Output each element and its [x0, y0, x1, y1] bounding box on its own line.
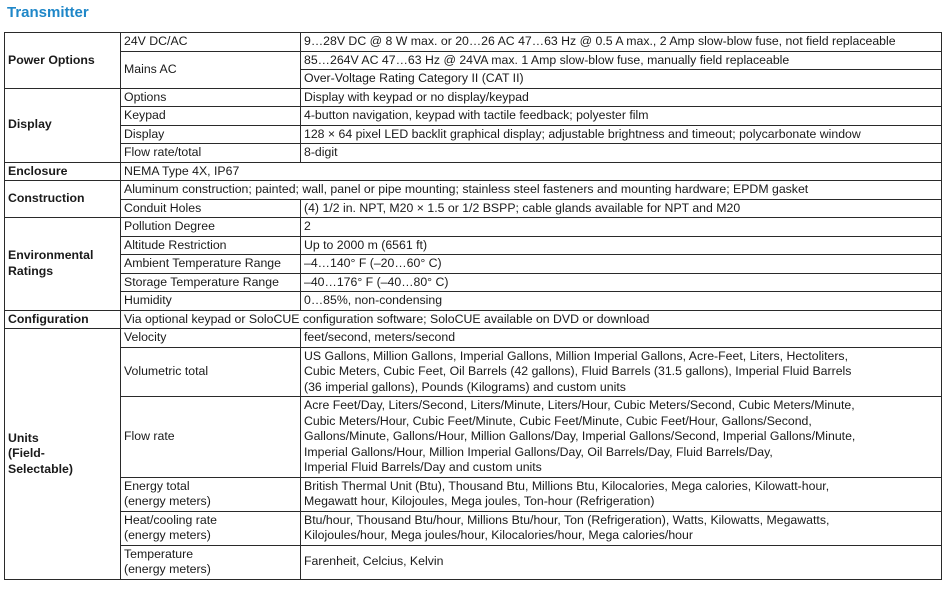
table-row: [5, 181, 942, 200]
table-row: [5, 162, 942, 181]
spec-table: [4, 32, 942, 580]
table-row: [5, 125, 942, 144]
value-line: Gallons/Minute, Gallons/Hour, Million Gallons/Day, Imperial Gallons/Second, Imperial Gallons/Minute,: [304, 429, 856, 443]
row-label: 24V DC/AC: [121, 33, 301, 52]
row-value: –40…176° F (–40…80° C): [301, 273, 942, 292]
row-value: [301, 397, 942, 478]
table-row: [5, 218, 942, 237]
value-line: Cubic Meters/Hour, Cubic Feet/Minute, Cubic Feet/Minute, Cubic Feet/Hour, Gallons/Second,: [304, 413, 812, 428]
value-line: Megawatt hour, Kilojoules, Mega joules, Ton-hour (Refrigeration): [304, 494, 655, 508]
table-row: [5, 51, 942, 70]
table-row: [5, 107, 942, 126]
row-label: Mains AC: [121, 51, 301, 88]
table-row: [5, 33, 942, 52]
row-value: 2: [301, 218, 942, 237]
table-row: [5, 545, 942, 579]
label-line: Temperature: [124, 546, 194, 561]
row-value: 85…264V AC 47…63 Hz @ 24VA max. 1 Amp slow-blow fuse, manually field replaceable: [301, 51, 942, 70]
row-label: Flow rate/total: [121, 144, 301, 163]
category-units: [5, 329, 121, 580]
value-line: (36 imperial gallons), Pounds (Kilograms) and custom units: [304, 379, 626, 394]
row-value: –4…140° F (–20…60° C): [301, 255, 942, 274]
value-line: Imperial Gallons/Hour, Million Imperial Gallons/Day, Oil Barrels/Day, Fluid Barrels/Day,: [304, 444, 773, 459]
row-value: [301, 511, 942, 545]
row-value: Over-Voltage Rating Category II (CAT II): [301, 70, 942, 89]
row-value: 0…85%, non-condensing: [301, 292, 942, 311]
row-label: Storage Temperature Range: [121, 273, 301, 292]
row-label: Humidity: [121, 292, 301, 311]
table-row: [5, 236, 942, 255]
row-value: [301, 347, 942, 397]
table-row: [5, 292, 942, 311]
row-label: Volumetric total: [121, 347, 301, 397]
category-power-options: Power Options: [5, 33, 121, 89]
category-line: Selectable): [8, 461, 73, 476]
row-label: Options: [121, 88, 301, 107]
row-value: Display with keypad or no display/keypad: [301, 88, 942, 107]
value-line: Kilojoules/hour, Mega joules/hour, Kilocalories/hour, Mega calories/hour: [304, 528, 693, 542]
value-line: Cubic Meters, Cubic Feet, Oil Barrels (42 gallons), Fluid Barrels (31.5 gallons), Imperial Fluid Barrels: [304, 364, 852, 378]
category-line: (Field-: [8, 446, 45, 460]
category-display: Display: [5, 88, 121, 162]
row-value: 9…28V DC @ 8 W max. or 20…26 AC 47…63 Hz @ 0.5 A max., 2 Amp slow-blow fuse, not field replaceable: [301, 33, 942, 52]
table-row: [5, 511, 942, 545]
row-label: Ambient Temperature Range: [121, 255, 301, 274]
table-row: [5, 88, 942, 107]
row-value: [301, 477, 942, 511]
category-construction: Construction: [5, 181, 121, 218]
label-line: Heat/cooling rate: [124, 512, 217, 527]
table-row: [5, 144, 942, 163]
row-value: 8-digit: [301, 144, 942, 163]
row-label: Pollution Degree: [121, 218, 301, 237]
row-label: Conduit Holes: [121, 199, 301, 218]
table-row: [5, 310, 942, 329]
section-title: Transmitter: [7, 4, 89, 21]
row-label: Flow rate: [121, 397, 301, 478]
row-label: Keypad: [121, 107, 301, 126]
value-line: British Thermal Unit (Btu), Thousand Btu, Millions Btu, Kilocalories, Mega calories, Kilowatt-hour,: [304, 478, 830, 493]
table-row: [5, 199, 942, 218]
row-label: [121, 477, 301, 511]
row-value: Via optional keypad or SoloCUE configuration software; SoloCUE available on DVD or download: [121, 310, 942, 329]
value-line: US Gallons, Million Gallons, Imperial Gallons, Million Imperial Gallons, Acre-Feet, Liters, Hectoliters,: [304, 348, 848, 363]
row-value: Aluminum construction; painted; wall, panel or pipe mounting; stainless steel fasteners and mounting hardware; EPDM gasket: [121, 181, 942, 200]
label-line: (energy meters): [124, 494, 211, 508]
row-label: Altitude Restriction: [121, 236, 301, 255]
label-line: Energy total: [124, 478, 190, 493]
row-value: Farenheit, Celcius, Kelvin: [301, 545, 942, 579]
row-value: NEMA Type 4X, IP67: [121, 162, 942, 181]
row-value: Up to 2000 m (6561 ft): [301, 236, 942, 255]
table-row: [5, 347, 942, 397]
row-value: (4) 1/2 in. NPT, M20 × 1.5 or 1/2 BSPP; cable glands available for NPT and M20: [301, 199, 942, 218]
category-line: Ratings: [8, 263, 54, 278]
value-line: Acre Feet/Day, Liters/Second, Liters/Minute, Liters/Hour, Cubic Meters/Second, Cubic Meters/Minute,: [304, 398, 855, 412]
category-line: Units: [8, 430, 39, 445]
table-row: [5, 477, 942, 511]
row-value: feet/second, meters/second: [301, 329, 942, 348]
table-row: [5, 329, 942, 348]
label-line: (energy meters): [124, 562, 211, 576]
category-environmental-ratings: [5, 218, 121, 311]
row-label: [121, 545, 301, 579]
row-value: 128 × 64 pixel LED backlit graphical display; adjustable brightness and timeout; polycarbonate window: [301, 125, 942, 144]
row-label: Velocity: [121, 329, 301, 348]
row-label: Display: [121, 125, 301, 144]
table-row: [5, 273, 942, 292]
table-row: [5, 255, 942, 274]
category-enclosure: Enclosure: [5, 162, 121, 181]
value-line: Btu/hour, Thousand Btu/hour, Millions Btu/hour, Ton (Refrigeration), Watts, Kilowatts, Megawatts,: [304, 512, 830, 527]
category-line: Environmental: [8, 248, 94, 263]
row-label: [121, 511, 301, 545]
row-value: 4-button navigation, keypad with tactile feedback; polyester film: [301, 107, 942, 126]
label-line: (energy meters): [124, 528, 211, 542]
table-row: [5, 397, 942, 478]
category-configuration: Configuration: [5, 310, 121, 329]
value-line: Imperial Fluid Barrels/Day and custom units: [304, 460, 542, 474]
